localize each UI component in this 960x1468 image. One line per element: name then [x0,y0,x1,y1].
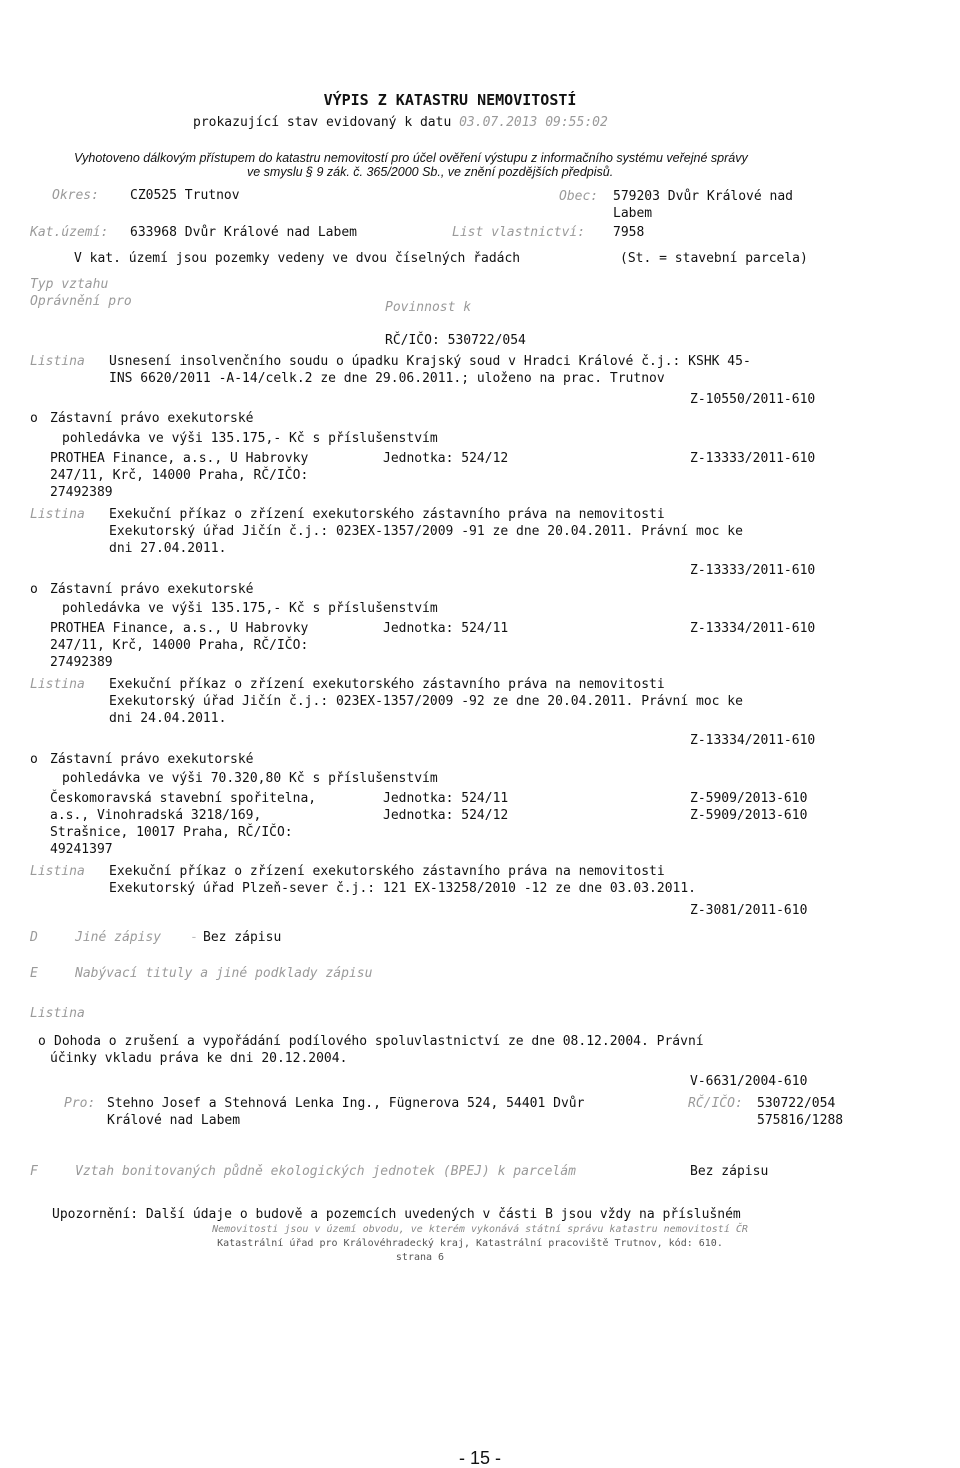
entry-bullet: o [30,752,38,767]
creditor-line: Českomoravská stavební spořitelna, [50,791,317,806]
creditor-line: a.s., Vinohradská 3218/169, [50,808,262,823]
unit-line: Jednotka: 524/11 [383,791,509,806]
section-d-label: Jiné zápisy [75,930,162,945]
pro-rc1: 530722/054 [757,1096,836,1111]
listina-line: Exekutorský úřad Jičín č.j.: 023EX-1357/2009 -92 ze dne 20.04.2011. Právní moc ke [109,694,743,709]
listina-line: Exekuční příkaz o zřízení exekutorského zástavního práva na nemovitosti [109,677,665,692]
creditor-line: PROTHEA Finance, a.s., U Habrovky [50,451,309,466]
listina-e-line2: účinky vkladu práva ke dni 20.12.2004. [50,1051,348,1066]
section-e-letter: E [30,966,38,981]
listina-line: dni 24.04.2011. [109,711,227,726]
footer-line4: strana 6 [395,1252,445,1263]
entry-bullet: o [30,411,38,426]
okres-value: CZ0525 Trutnov [130,188,240,203]
entry0-line1: Usnesení insolvenčního soudu o úpadku Krajský soud v Hradci Králové č.j.: KSHK 45- [109,354,751,369]
pro-line2: Králové nad Labem [107,1113,241,1128]
footer-upozorneni: Upozornění: Další údaje o budově a pozemcích uvedených v části B jsou vždy na příslušném [52,1207,741,1222]
lv-value: 7958 [613,225,645,240]
entry-claim: pohledávka ve výši 70.320,80 Kč s příslušenstvím [62,771,438,786]
section-f-label: Vztah bonitovaných půdně ekologických jednotek (BPEJ) k parcelám [75,1164,576,1179]
section-d-letter: D [30,930,38,945]
subtitle-prefix: prokazující stav evidovaný k datu [193,115,452,130]
pro-label: Pro: [64,1096,96,1111]
section-e-label: Nabývací tituly a jiné podklady zápisu [75,966,373,981]
creditor-line: 247/11, Krč, 14000 Praha, RČ/IČO: [50,468,309,483]
entry0-ref: Z-10550/2011-610 [690,392,816,407]
unit-line: Jednotka: 524/12 [383,451,509,466]
creditor-line: 27492389 [50,655,113,670]
entry-title: Zástavní právo exekutorské [50,411,254,426]
section-f-value: Bez zápisu [690,1164,769,1179]
access-note-line2: ve smyslu § 9 zák. č. 365/2000 Sb., ve znění pozdějších předpisů. [247,165,614,179]
obec-value-1: 579203 Dvůr Králové nad [613,189,794,204]
listina-ref: Z-13334/2011-610 [690,733,816,748]
creditor-line: Strašnice, 10017 Praha, RČ/IČO: [50,825,293,840]
ref-line: Z-13334/2011-610 [690,621,816,636]
footer-line3: Katastrální úřad pro Královéhradecký kraj, Katastrální pracoviště Trutnov, kód: 610. [217,1238,723,1249]
listina-e-ref: V-6631/2004-610 [690,1074,808,1089]
listina-ref: Z-3081/2011-610 [690,903,808,918]
creditor-line: 27492389 [50,485,113,500]
obec-value-2: Labem [613,206,653,221]
listina-line: Exekuční příkaz o zřízení exekutorského zástavního práva na nemovitosti [109,864,665,879]
listina-line: dni 27.04.2011. [109,541,227,556]
typ-vztahu-head: Typ vztahu [30,277,109,292]
creditor-line: PROTHEA Finance, a.s., U Habrovky [50,621,309,636]
parcel-note: (St. = stavební parcela) [620,251,808,266]
rc-header: RČ/IČO: 530722/054 [385,333,526,348]
listina-label: Listina [30,864,85,879]
opravneni-pro-head: Oprávnění pro [30,294,132,309]
entry0-line2: INS 6620/2011 -A-14/celk.2 ze dne 29.06.2011.; uloženo na prac. Trutnov [109,371,665,386]
entry-title: Zástavní právo exekutorské [50,752,254,767]
lv-label: List vlastnictví: [452,225,586,240]
footer-line2: Nemovitosti jsou v území obvodu, ve kterém vykonává státní správu katastru nemovitostí ČR [212,1224,748,1235]
listina-line: Exekutorský úřad Jičín č.j.: 023EX-1357/2009 -91 ze dne 20.04.2011. Právní moc ke [109,524,743,539]
unit-line: Jednotka: 524/11 [383,621,509,636]
listina-line: Exekuční příkaz o zřízení exekutorského zástavního práva na nemovitosti [109,507,665,522]
section-d-value: Bez zápisu [203,930,282,945]
povinnost-k-head: Povinnost k [385,300,472,315]
pro-rc2: 575816/1288 [757,1113,844,1128]
subtitle [193,114,608,131]
listina-e-heading: Listina [30,1006,85,1021]
pro-rc-label: RČ/IČO: [688,1096,743,1111]
creditor-line: 247/11, Krč, 14000 Praha, RČ/IČO: [50,638,309,653]
listina-e-bullet: o [38,1034,46,1049]
entry-claim: pohledávka ve výši 135.175,- Kč s příslušenstvím [62,601,438,616]
listina-ref: Z-13333/2011-610 [690,563,816,578]
ref-line: Z-5909/2013-610 [690,808,808,823]
access-note-line1: Vyhotoveno dálkovým přístupem do katastru nemovitostí pro účel ověření výstupu z informačního systému veřejné správy [74,151,748,165]
document-title: VÝPIS Z KATASTRU NEMOVITOSTÍ [323,91,577,109]
entry-bullet: o [30,582,38,597]
section-f-letter: F [30,1164,38,1179]
listina-e-line1: Dohoda o zrušení a vypořádání podílového spoluvlastnictví ze dne 08.12.2004. Právní [54,1034,704,1049]
unit-line: Jednotka: 524/12 [383,808,509,823]
ref-line: Z-5909/2013-610 [690,791,808,806]
entry-claim: pohledávka ve výši 135.175,- Kč s příslušenstvím [62,431,438,446]
entry-title: Zástavní právo exekutorské [50,582,254,597]
numbering-note: V kat. území jsou pozemky vedeny ve dvou číselných řadách [74,251,521,266]
obec-label: Obec: [559,189,599,204]
katuzemi-value: 633968 Dvůr Králové nad Labem [130,225,357,240]
listina-label: Listina [30,507,85,522]
katuzemi-label: Kat.území: [30,225,109,240]
entry0-listina-label: Listina [30,354,85,369]
subtitle-date: 03.07.2013 09:55:02 [459,115,608,130]
listina-label: Listina [30,677,85,692]
creditor-line: 49241397 [50,842,113,857]
listina-line: Exekutorský úřad Plzeň-sever č.j.: 121 EX-13258/2010 -12 ze dne 03.03.2011. [109,881,696,896]
ref-line: Z-13333/2011-610 [690,451,816,466]
okres-label: Okres: [52,188,99,203]
pro-line1: Stehno Josef a Stehnová Lenka Ing., Fügnerova 524, 54401 Dvůr [107,1096,585,1111]
page-number: - 15 - [458,1448,501,1468]
section-d-dash: - [190,930,198,945]
